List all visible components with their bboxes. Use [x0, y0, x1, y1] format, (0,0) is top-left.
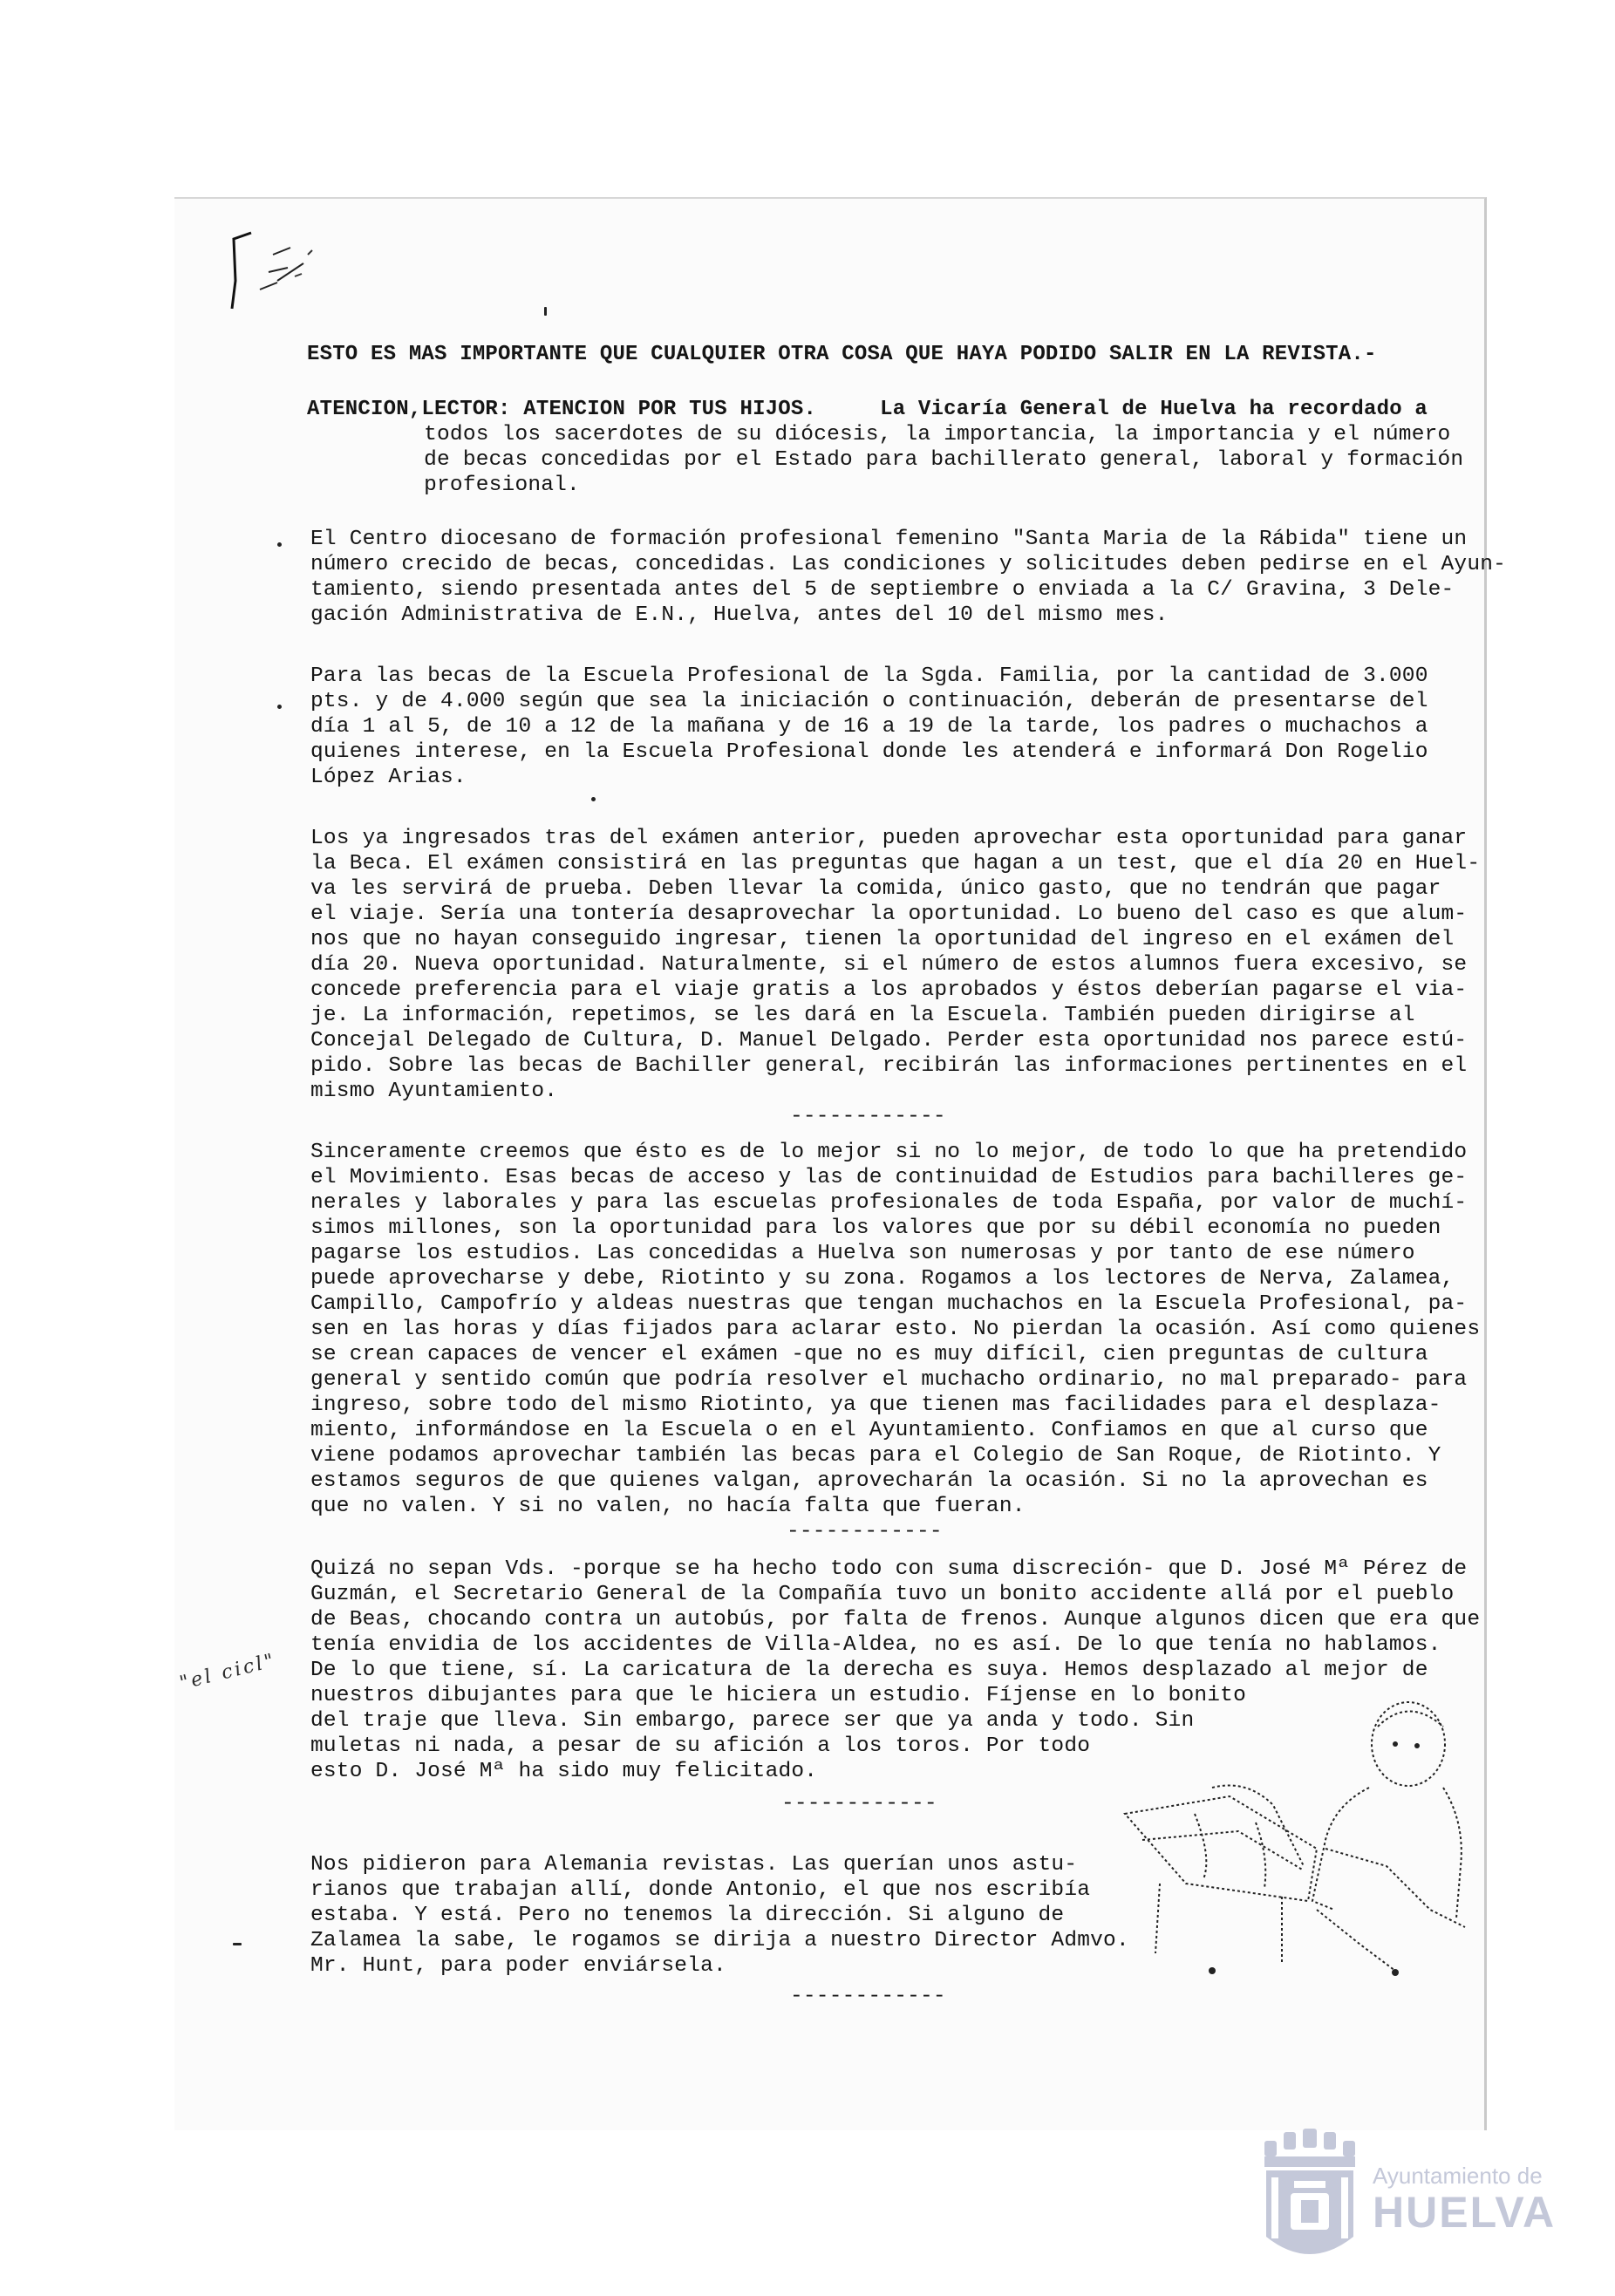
text-line: Nos pidieron para Alemania revistas. Las querían unos astu- — [310, 1853, 1078, 1877]
text-line: va les servirá de prueba. Deben llevar la comida, único gasto, que no tendrán que pagar — [310, 877, 1441, 901]
text-line: Zalamea la sabe, le rogamos se dirija a nuestro Director Admvo. — [310, 1929, 1129, 1952]
headline: ESTO ES MAS IMPORTANTE QUE CUALQUIER OTRA COSA QUE HAYA PODIDO SALIR EN LA REVISTA.- — [307, 343, 1377, 366]
text-line: que no valen. Y si no valen, no hacía falta que fueran. — [310, 1495, 1026, 1518]
text-line: el Movimiento. Esas becas de acceso y las de continuidad de Estudios para bachilleres ge- — [310, 1166, 1468, 1189]
text-line: día 1 al 5, de 10 a 12 de la mañana y de 16 a 19 de la tarde, los padres o muchachos a — [310, 715, 1428, 739]
text-line: pagarse los estudios. Las concedidas a Huelva son numerosas y por tanto de ese número — [310, 1242, 1415, 1265]
punch-dot — [591, 797, 596, 801]
text-line: rianos que trabajan allí, donde Antonio, el que nos escribía — [310, 1878, 1091, 1902]
text-line: Los ya ingresados tras del exámen anterior, pueden aprovechar esta oportunidad para ganar — [310, 827, 1468, 850]
text-line: se crean capaces de vencer el exámen -que no es muy difícil, cien preguntas de cultura — [310, 1343, 1428, 1366]
text-line: Quizá no sepan Vds. -porque se ha hecho todo con suma discreción- que D. José Mª Pérez de — [310, 1557, 1468, 1581]
text-line: Campillo, Campofrío y aldeas nuestras que tengan muchachos en la Escuela Profesional, pa- — [310, 1292, 1468, 1316]
text-line: Mr. Hunt, para poder enviársela. — [310, 1954, 726, 1978]
text-line: de Beas, chocando contra un autobús, por falta de frenos. Aunque algunos dicen que era que — [310, 1608, 1481, 1632]
text-line: de becas concedidas por el Estado para bachillerato general, laboral y formación — [307, 448, 1464, 472]
text-line: je. La información, repetimos, se les dará en la Escuela. También pueden dirigirse al — [310, 1004, 1415, 1027]
text-line: gación Administrativa de E.N., Huelva, antes del 10 del mismo mes. — [310, 603, 1169, 627]
separator: ------------ — [790, 1985, 946, 2008]
punch-dot — [277, 542, 282, 547]
punch-dot — [233, 1943, 242, 1945]
text-line: miento, informándose en la Escuela o en el Ayuntamiento. Confiamos en que al curso que — [310, 1419, 1428, 1442]
separator: ------------ — [781, 1792, 937, 1816]
text-line: ingreso, sobre todo del mismo Riotinto, ya que tienen mas facilidades para el desplaza- — [310, 1393, 1441, 1417]
text-line: sen en las horas y días fijados para aclarar esto. No pierdan la ocasión. Así como quienes — [310, 1318, 1481, 1341]
text-line: Guzmán, el Secretario General de la Compañía tuvo un bonito accidente allá por el pueblo — [310, 1583, 1455, 1606]
punch-dot — [277, 705, 282, 709]
text-line: muletas ni nada, a pesar de su afición a los toros. Por todo — [310, 1734, 1091, 1758]
text-line: profesional. — [307, 474, 580, 497]
text-line: viene podamos aprovechar también las becas para el Colegio de San Roque, de Riotinto. Y — [310, 1444, 1441, 1468]
text-line: puede aprovecharse y debe, Riotinto y su zona. Rogamos a los lectores de Nerva, Zalamea, — [310, 1267, 1455, 1291]
text-line: la Beca. El exámen consistirá en las preguntas que hagan a un test, que el día 20 en Huel- — [310, 852, 1481, 875]
separator: ------------ — [787, 1520, 943, 1543]
text-line: simos millones, son la oportunidad para los valores que por su débil economía no pueden — [310, 1216, 1441, 1240]
text-line: quienes interese, en la Escuela Profesional donde les atenderá e informará Don Rogelio — [310, 740, 1428, 764]
text-line: estaba. Y está. Pero no tenemos la dirección. Si alguno de — [310, 1904, 1065, 1927]
text-line: esto D. José Mª ha sido muy felicitado. — [310, 1760, 818, 1783]
handwritten-note: "el cicl" — [177, 1649, 279, 1695]
logo-title: HUELVA — [1373, 2188, 1557, 2237]
text-line: López Arias. — [310, 766, 467, 789]
punch-dot — [544, 307, 547, 316]
text-line: todos los sacerdotes de su diócesis, la importancia, la importancia y el número — [307, 423, 1451, 446]
text-line: El Centro diocesano de formación profesional femenino "Santa Maria de la Rábida" tiene un — [310, 528, 1468, 551]
text-line: nuestros dibujantes para que le hiciera un estudio. Fíjense en lo bonito — [310, 1684, 1246, 1707]
text-line: Para las becas de la Escuela Profesional de la Sgda. Familia, por la cantidad de 3.000 — [310, 664, 1428, 688]
text-line: pido. Sobre las becas de Bachiller general, recibirán las informaciones pertinentes en el — [310, 1054, 1468, 1078]
text-line: De lo que tiene, sí. La caricatura de la derecha es suya. Hemos desplazado al mejor de — [310, 1659, 1428, 1682]
text-line: Sinceramente creemos que ésto es de lo mejor si no lo mejor, de todo lo que ha pretendido — [310, 1141, 1468, 1164]
text-line: el viaje. Sería una tontería desaprovechar la oportunidad. Lo bueno del caso es que alum- — [310, 903, 1468, 926]
text-line: tenía envidia de los accidentes de Villa-Aldea, no es así. De lo que tenía no hablamos. — [310, 1633, 1441, 1657]
text-line: mismo Ayuntamiento. — [310, 1080, 558, 1103]
logo-caption: Ayuntamiento de — [1373, 2163, 1543, 2189]
text-line: nos que no hayan conseguido ingresar, tienen la oportunidad del ingreso en el exámen del — [310, 928, 1455, 951]
text-line: pts. y de 4.000 según que sea la iniciación o continuación, deberán de presentarse del — [310, 690, 1428, 713]
text-line: del traje que lleva. Sin embargo, parece ser que ya anda y todo. Sin — [310, 1709, 1195, 1733]
text-line: nerales y laborales y para las escuelas profesionales de toda España, por valor de muchí- — [310, 1191, 1468, 1215]
text-line: tamiento, siendo presentada antes del 5 de septiembre o enviada a la C/ Gravina, 3 Dele- — [310, 578, 1455, 602]
margin-scribble — [225, 228, 347, 324]
separator: ------------ — [790, 1105, 946, 1128]
text-line: día 20. Nueva oportunidad. Naturalmente, si el número de estos alumnos fuera excesivo, se — [310, 953, 1468, 977]
text-line: estamos seguros de que quienes valgan, aprovecharán la ocasión. Si no la aprovechan es — [310, 1469, 1428, 1493]
text-line: ATENCION,LECTOR: ATENCION POR TUS HIJOS. La Vicaría General de Huelva ha recordado a — [307, 398, 1428, 421]
caricature-drawing — [1107, 1692, 1482, 1979]
text-line: general y sentido común que podría resolver el muchacho ordinario, no mal preparado- para — [310, 1368, 1468, 1392]
text-line: Concejal Delegado de Cultura, D. Manuel Delgado. Perder esta oportunidad nos parece estú- — [310, 1029, 1468, 1053]
text-line: concede preferencia para el viaje gratis a los aprobados y éstos deberían pagarse el via- — [310, 978, 1468, 1002]
text-line: número crecido de becas, concedidas. Las condiciones y solicitudes deben pedirse en el Ayun- — [310, 553, 1507, 576]
